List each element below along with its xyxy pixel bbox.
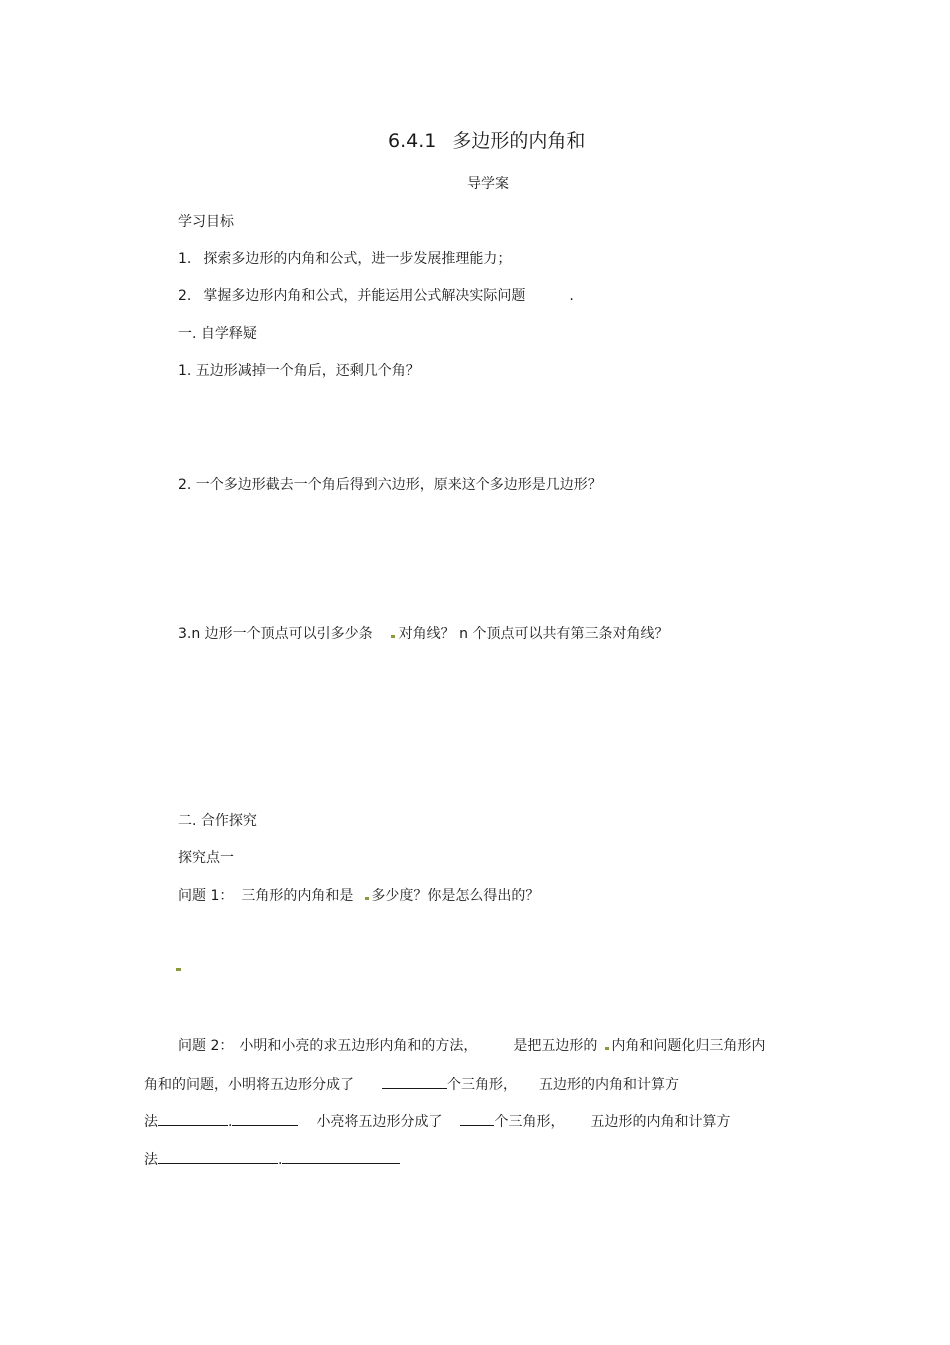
problem-2-line-4 [144,1148,400,1170]
page-subtitle: 导学案 [467,176,509,192]
problem-2-line-3-a: 法 [144,1114,158,1130]
problem-2-line-2-b: 个三角形， [447,1077,517,1093]
problem-1-label: 问题 1： [178,888,234,904]
problem-2-part-3: 内角和问题化归三角形内 [611,1038,766,1054]
section-2-heading: 二. 合作探究 [178,813,257,829]
problem-2-line-3-b: 小亮将五边形分成了 [316,1114,443,1130]
question-3-part-2: 对角线？ n 个顶点可以共有第三条对角线？ [398,626,669,642]
problem-2-line-4-dot: . [278,1152,283,1168]
answer-blank-xiaoliang-method-b[interactable] [282,1148,400,1164]
objective-number: 2. [178,288,192,304]
section-1-heading: 一. 自学释疑 [178,326,257,342]
problem-2-line-4-a: 法 [144,1152,158,1168]
problem-2-part-2: 是把五边形的 [513,1038,598,1054]
answer-blank-xiaoming-method-b[interactable] [232,1110,298,1126]
problem-2-line-2 [144,1073,679,1095]
problem-2-part-1: 小明和小亮的求五边形内角和的方法， [239,1038,478,1054]
problem-2-line-2-a: 角和的问题，小明将五边形分成了 [144,1077,354,1093]
problem-1 [178,886,539,906]
problem-2-line-3 [144,1110,730,1132]
question-2: 2. 一个多边形截去一个角后得到六边形，原来这个多边形是几边形？ [178,477,602,493]
problem-2-line-3-dot: . [228,1114,233,1130]
answer-blank-xiaoliang-method-a[interactable] [158,1148,278,1164]
problem-1-part-1: 三角形的内角和是 [241,888,354,904]
marker-dot [605,1047,609,1050]
title-number: 6.4.1 [388,130,437,152]
objective-text: 探索多边形的内角和公式，进一步发展推理能力； [203,251,512,267]
problem-2-label: 问题 2： [178,1038,234,1054]
objectives-heading: 学习目标 [178,214,234,230]
marker-dot [391,635,395,638]
question-3-part-1: 3.n 边形一个顶点可以引多少条 [178,626,373,642]
question-1: 1. 五边形减掉一个角后，还剩几个角？ [178,363,420,379]
marker-dot [176,968,181,971]
problem-2-line-1 [178,1036,765,1056]
answer-blank-xiaoliang-count[interactable] [460,1110,494,1126]
problem-2-line-2-c: 五边形的内角和计算方 [539,1077,679,1093]
objective-item-1 [178,249,511,269]
objective-trailing-dot: . [569,288,574,304]
objective-text: 掌握多边形内角和公式，并能运用公式解决实际问题 [203,288,526,304]
problem-2-line-3-c: 个三角形， [494,1114,565,1130]
objective-item-2 [178,286,574,306]
page-title [388,128,585,154]
title-text: 多边形的内角和 [452,130,586,152]
answer-blank-xiaoming-method-a[interactable] [158,1110,228,1126]
answer-blank-xiaoming-count[interactable] [382,1073,447,1089]
problem-1-part-2: 多少度？你是怎么得出的？ [371,888,540,904]
objective-number: 1. [178,251,192,267]
problem-2-line-3-d: 五边形的内角和计算方 [590,1114,731,1130]
marker-dot [365,897,369,900]
question-3 [178,624,668,644]
explore-point-heading: 探究点一 [178,850,234,866]
